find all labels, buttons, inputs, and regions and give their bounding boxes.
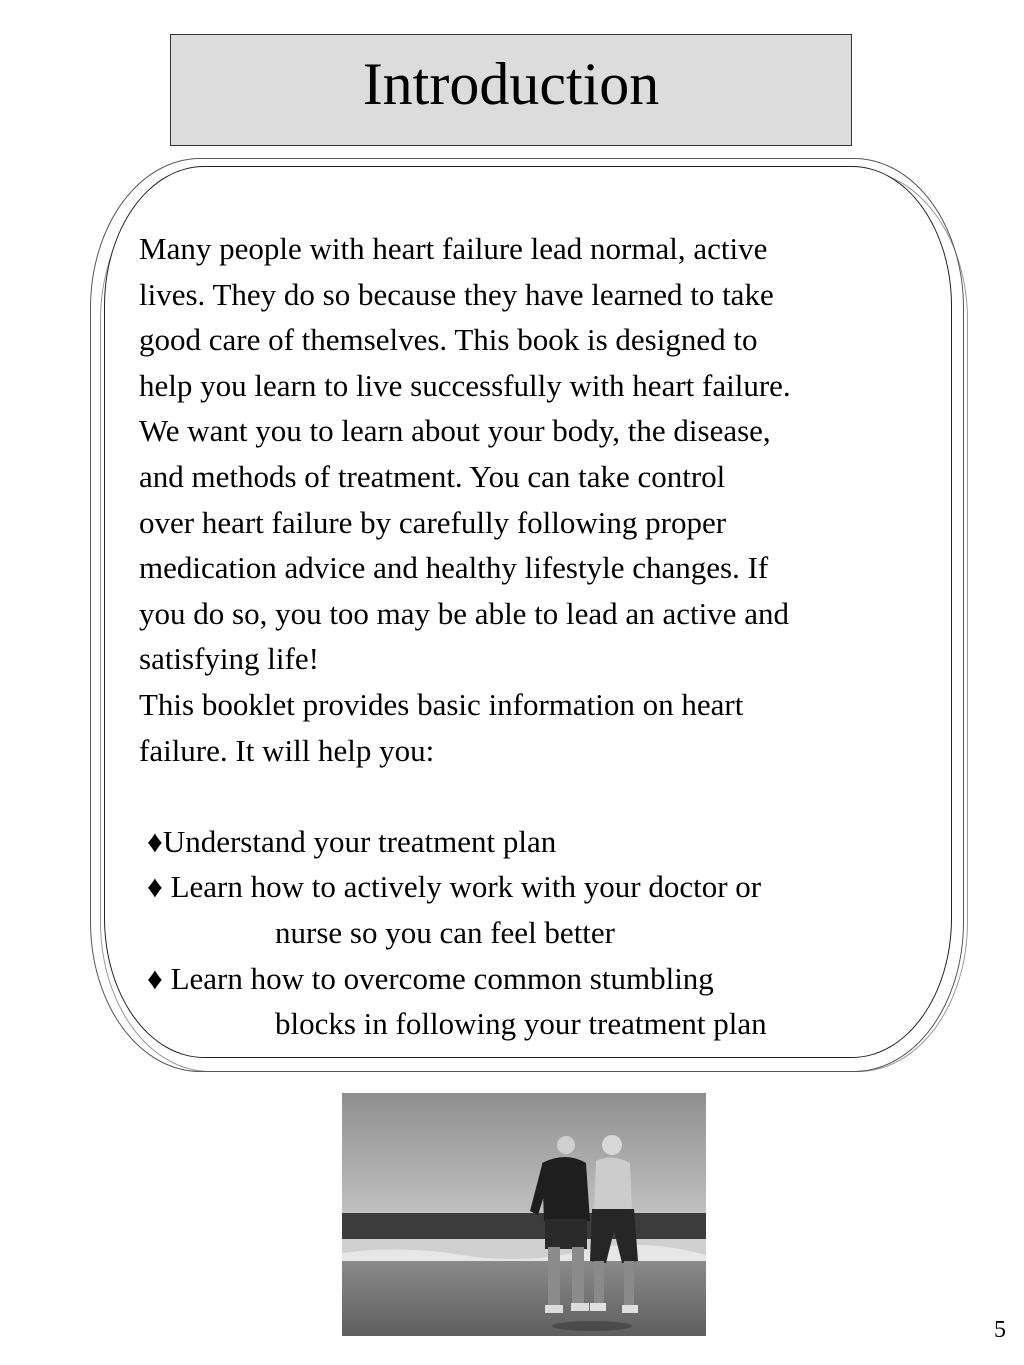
bullet-item-1 bbox=[139, 819, 949, 865]
bullet-continuation: nurse so you can feel better bbox=[275, 914, 616, 950]
bullet-item-2 bbox=[139, 864, 949, 955]
bullet-item-3 bbox=[139, 956, 949, 1047]
bullet-line: ♦ Learn how to actively work with your doctor or bbox=[147, 869, 762, 905]
body-text bbox=[139, 226, 949, 1047]
photo-illustration bbox=[342, 1093, 706, 1336]
spacer bbox=[139, 773, 949, 819]
title-box bbox=[170, 34, 852, 146]
bullet-line: ♦ Learn how to overcome common stumbling bbox=[147, 960, 714, 996]
bullet-line: ♦Understand your treatment plan bbox=[147, 823, 557, 859]
booklet-paragraph: This booklet provides basic information on heart failure. It will help you: bbox=[139, 686, 744, 768]
page-title: Introduction bbox=[362, 51, 660, 117]
bullet-continuation: blocks in following your treatment plan bbox=[275, 1006, 767, 1042]
intro-paragraph: Many people with heart failure lead normal, active lives. They do so because they have learned to take good care of themselves. This book is designed to help you learn to live successfully with heart failure. We want you to learn about your body, the disease, and methods of treatment. You can take control over heart failure by carefully following proper medication advice and healthy lifestyle changes. If you do so, you too may be able to lead an active and satisfying life! bbox=[139, 231, 791, 677]
beach-couple-photo bbox=[342, 1093, 706, 1336]
page-number: 5 bbox=[994, 1317, 1006, 1343]
